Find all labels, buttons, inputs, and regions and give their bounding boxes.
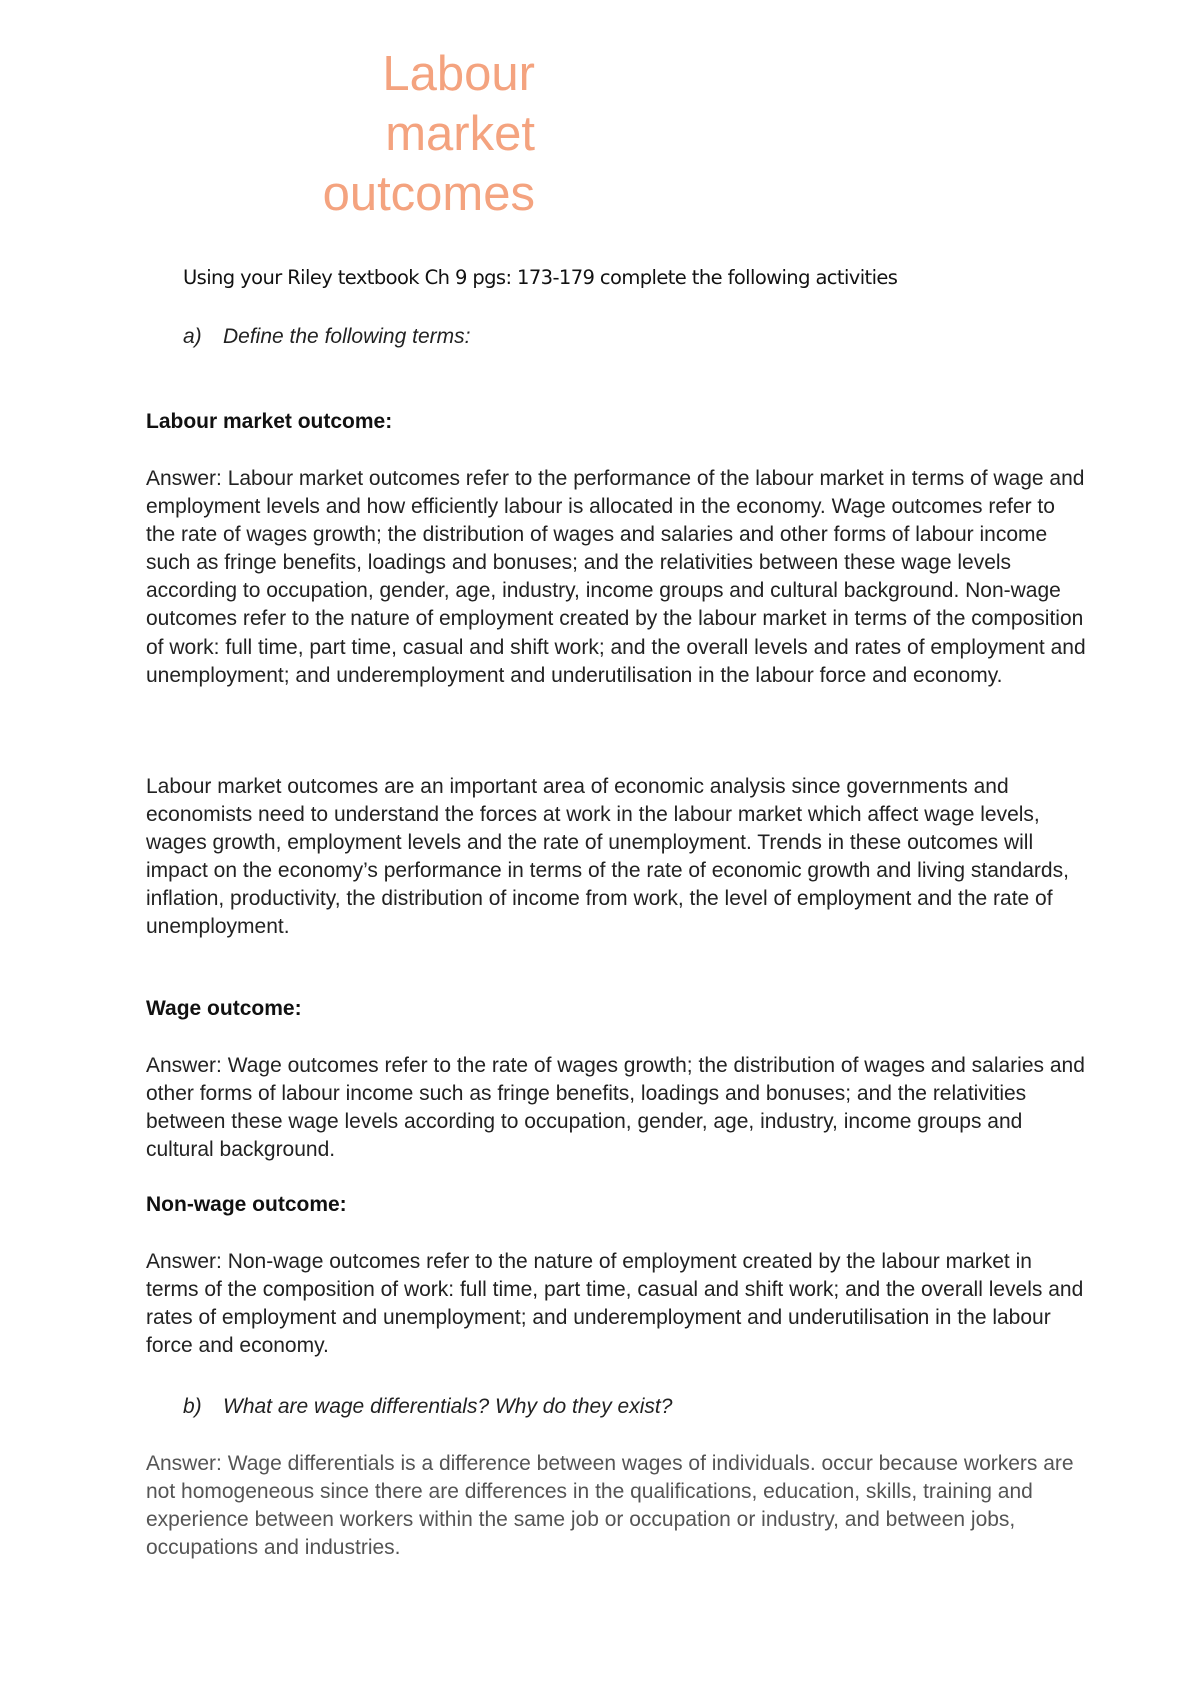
- title-line-1: Labour: [382, 47, 535, 101]
- question-b-number: b): [183, 1395, 202, 1418]
- document-title: [300, 44, 535, 224]
- answer-wage-outcome: Answer: Wage outcomes refer to the rate of wages growth; the distribution of wages and salaries and other forms of labour income such as fringe benefits, loadings and bonuses; and the relativities between these wage levels according to occupation, gender, age, industry, income groups and cultural background.: [146, 1054, 1085, 1162]
- question-b: [183, 1395, 672, 1419]
- question-a-number: a): [183, 325, 202, 348]
- answer-labour-market-outcome: Answer: Labour market outcomes refer to the performance of the labour market in terms of wage and employment levels and how efficiently labour is allocated in the economy. Wage outcomes refer to the rate of wages growth; the distribution of wages and salaries and other forms of labour income such as fringe benefits, loadings and bonuses; and the relativities between these wage levels according to occupation, gender, age, industry, income groups and cultural background. Non-wage outcomes refer to the nature of employment created by the labour market in terms of the composition of work: full time, part time, casual and shift work; and the overall levels and rates of employment and unemployment; and underemployment and underutilisation in the labour force and economy.: [146, 467, 1086, 687]
- title-line-2: market: [385, 107, 535, 161]
- question-b-text: What are wage differentials? Why do they exist?: [223, 1395, 673, 1418]
- question-a: [183, 325, 470, 349]
- heading-non-wage-outcome: Non-wage outcome:: [146, 1193, 347, 1216]
- question-a-text: Define the following terms:: [223, 325, 471, 348]
- instructions-text: Using your Riley textbook Ch 9 pgs: 173-179 complete the following activities: [183, 266, 898, 289]
- answer-wage-differentials: Answer: Wage differentials is a difference between wages of individuals. occur because workers are not homogeneous since there are differences in the qualifications, education, skills, training and experience between workers within the same job or occupation or industry, and between jobs, occupations and industries.: [146, 1452, 1074, 1560]
- heading-labour-market-outcome: Labour market outcome:: [146, 410, 393, 433]
- heading-wage-outcome: Wage outcome:: [146, 997, 302, 1020]
- paragraph-labour-market-importance: Labour market outcomes are an important area of economic analysis since governments and economists need to understand the forces at work in the labour market which affect wage levels, wages growth, employment levels and the rate of unemployment. Trends in these outcomes will impact on the economy’s performance in terms of the rate of economic growth and living standards, inflation, productivity, the distribution of income from work, the level of employment and the rate of unemployment.: [146, 775, 1069, 939]
- answer-non-wage-outcome: Answer: Non-wage outcomes refer to the nature of employment created by the labour market in terms of the composition of work: full time, part time, casual and shift work; and the overall levels and rates of employment and unemployment; and underemployment and underutilisation in the labour force and economy.: [146, 1250, 1084, 1358]
- title-line-3: outcomes: [322, 167, 535, 221]
